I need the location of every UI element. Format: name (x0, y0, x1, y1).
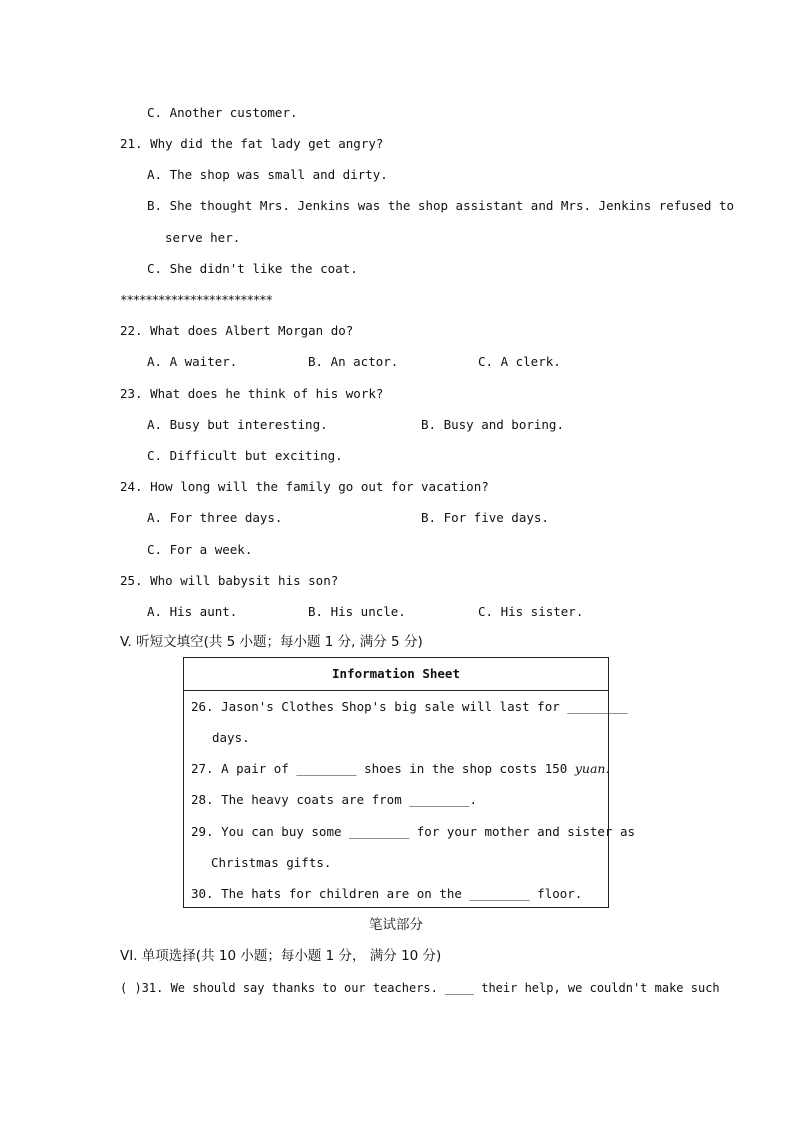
item-26: 26. Jason's Clothes Shop's big sale will last for ________ (191, 699, 628, 714)
q22-option-c: C. A clerk. (478, 354, 561, 369)
q23-option-b: B. Busy and boring. (421, 417, 564, 432)
item-27-text: 27. A pair of ________ shoes in the shop costs 150 (191, 761, 568, 776)
separator-stars: ************************ (120, 292, 272, 307)
q23-option-a: A. Busy but interesting. (147, 417, 328, 432)
q23-stem: 23. What does he think of his work? (120, 386, 384, 401)
q21-option-a: A. The shop was small and dirty. (147, 167, 388, 182)
item-30: 30. The hats for children are on the ________ floor. (191, 886, 583, 901)
item-29: 29. You can buy some ________ for your mother and sister as (191, 824, 636, 839)
section-5-heading: V. 听短文填空(共 5 小题；每小题 1 分, 满分 5 分) (120, 634, 423, 650)
q24-option-a: A. For three days. (147, 510, 283, 525)
q23-option-c: C. Difficult but exciting. (147, 448, 343, 463)
information-sheet-title: Information Sheet (184, 658, 608, 691)
q25-option-a: A. His aunt. (147, 604, 238, 619)
item-28: 28. The heavy coats are from ________. (191, 792, 477, 807)
q25-stem: 25. Who will babysit his son? (120, 573, 339, 588)
q31-text: ( )31. We should say thanks to our teachers. ____ their help, we couldn't make such (120, 981, 720, 995)
item-29-cont: Christmas gifts. (211, 855, 332, 870)
q24-option-b: B. For five days. (421, 510, 549, 525)
q21-option-b: B. She thought Mrs. Jenkins was the shop assistant and Mrs. Jenkins refused to (147, 198, 734, 213)
q21-option-c: C. She didn't like the coat. (147, 261, 358, 276)
q21-stem: 21. Why did the fat lady get angry? (120, 136, 384, 151)
q20-option-c: C. Another customer. (147, 105, 298, 120)
section-6-heading: VI. 单项选择(共 10 小题；每小题 1 分， 满分 10 分) (120, 948, 442, 964)
q22-stem: 22. What does Albert Morgan do? (120, 323, 354, 338)
q22-option-a: A. A waiter. (147, 354, 238, 369)
item-27 (191, 761, 609, 777)
q24-stem: 24. How long will the family go out for vacation? (120, 479, 489, 494)
item-27-unit: yuan. (574, 761, 610, 776)
q22-option-b: B. An actor. (308, 354, 399, 369)
q25-option-b: B. His uncle. (308, 604, 406, 619)
information-sheet-table (183, 657, 636, 908)
q24-option-c: C. For a week. (147, 542, 253, 557)
q25-option-c: C. His sister. (478, 604, 584, 619)
written-part-heading: 笔试部分 (369, 917, 423, 933)
item-26-cont: days. (212, 730, 250, 745)
q21-option-b-cont: serve her. (165, 230, 241, 245)
